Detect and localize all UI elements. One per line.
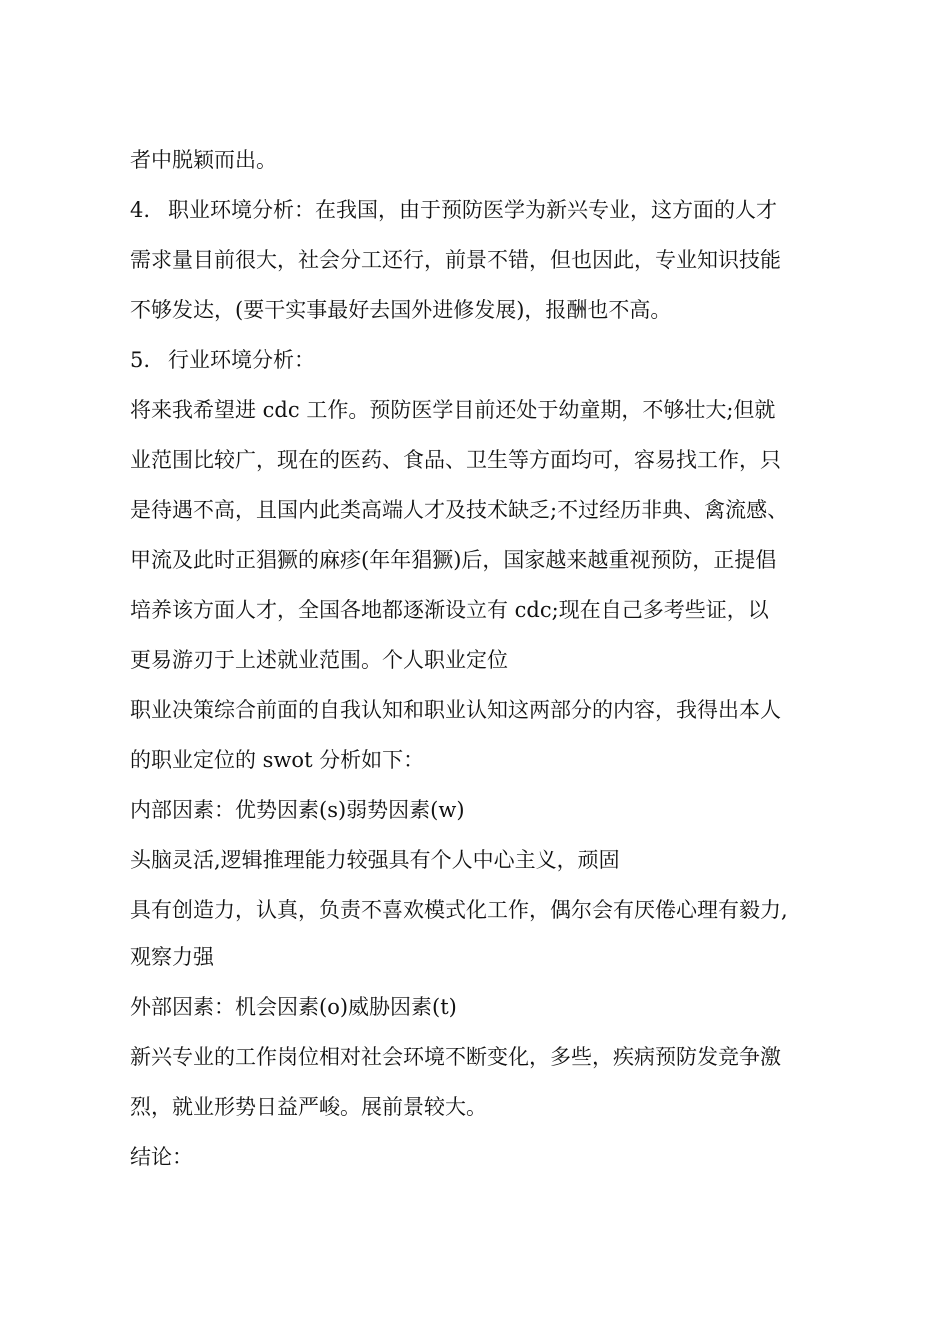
paragraph-line: 外部因素：机会因素(o)威胁因素(t) <box>130 995 457 1019</box>
paragraph-line: 结论： <box>130 1145 193 1169</box>
paragraph-line: 具有创造力，认真，负责不喜欢模式化工作，偶尔会有厌倦心理有毅力, <box>130 898 788 922</box>
paragraph-line: 内部因素：优势因素(s)弱势因素(w) <box>130 798 465 822</box>
paragraph-line: 需求量目前很大，社会分工还行，前景不错，但也因此，专业知识技能 <box>130 248 781 272</box>
paragraph-line: 头脑灵活,逻辑推理能力较强具有个人中心主义，顽固 <box>130 848 620 872</box>
paragraph-line: 培养该方面人才，全国各地都逐渐设立有 cdc;现在自己多考些证，以 <box>130 598 769 622</box>
paragraph-line: 烈，就业形势日益严峻。展前景较大。 <box>130 1095 487 1119</box>
paragraph-line: 甲流及此时正猖獗的麻疹(年年猖獗)后，国家越来越重视预防，正提倡 <box>130 548 777 572</box>
list-number: 4. <box>130 198 151 222</box>
paragraph-line: 业范围比较广，现在的医药、食品、卫生等方面均可，容易找工作，只 <box>130 448 781 472</box>
list-item-4: 4. 职业环境分析：在我国，由于预防医学为新兴专业，这方面的人才 <box>130 198 777 222</box>
paragraph-line: 是待遇不高，且国内此类高端人才及技术缺乏;不过经历非典、禽流感、 <box>130 498 789 522</box>
paragraph-line: 职业决策综合前面的自我认知和职业认知这两部分的内容，我得出本人 <box>130 698 781 722</box>
paragraph-line: 者中脱颖而出。 <box>130 148 277 172</box>
list-item-5: 5. 行业环境分析： <box>130 348 315 372</box>
paragraph-line: 更易游刃于上述就业范围。个人职业定位 <box>130 648 508 672</box>
paragraph-line: 的职业定位的 swot 分析如下： <box>130 748 425 772</box>
paragraph-line: 不够发达，(要干实事最好去国外进修发展)，报酬也不高。 <box>130 298 672 322</box>
list-number: 5. <box>130 348 151 372</box>
paragraph-line: 新兴专业的工作岗位相对社会环境不断变化，多些，疾病预防发竞争激 <box>130 1045 781 1069</box>
paragraph-line: 将来我希望进 cdc 工作。预防医学目前还处于幼童期，不够壮大;但就 <box>130 398 776 422</box>
paragraph-line: 观察力强 <box>130 945 214 969</box>
